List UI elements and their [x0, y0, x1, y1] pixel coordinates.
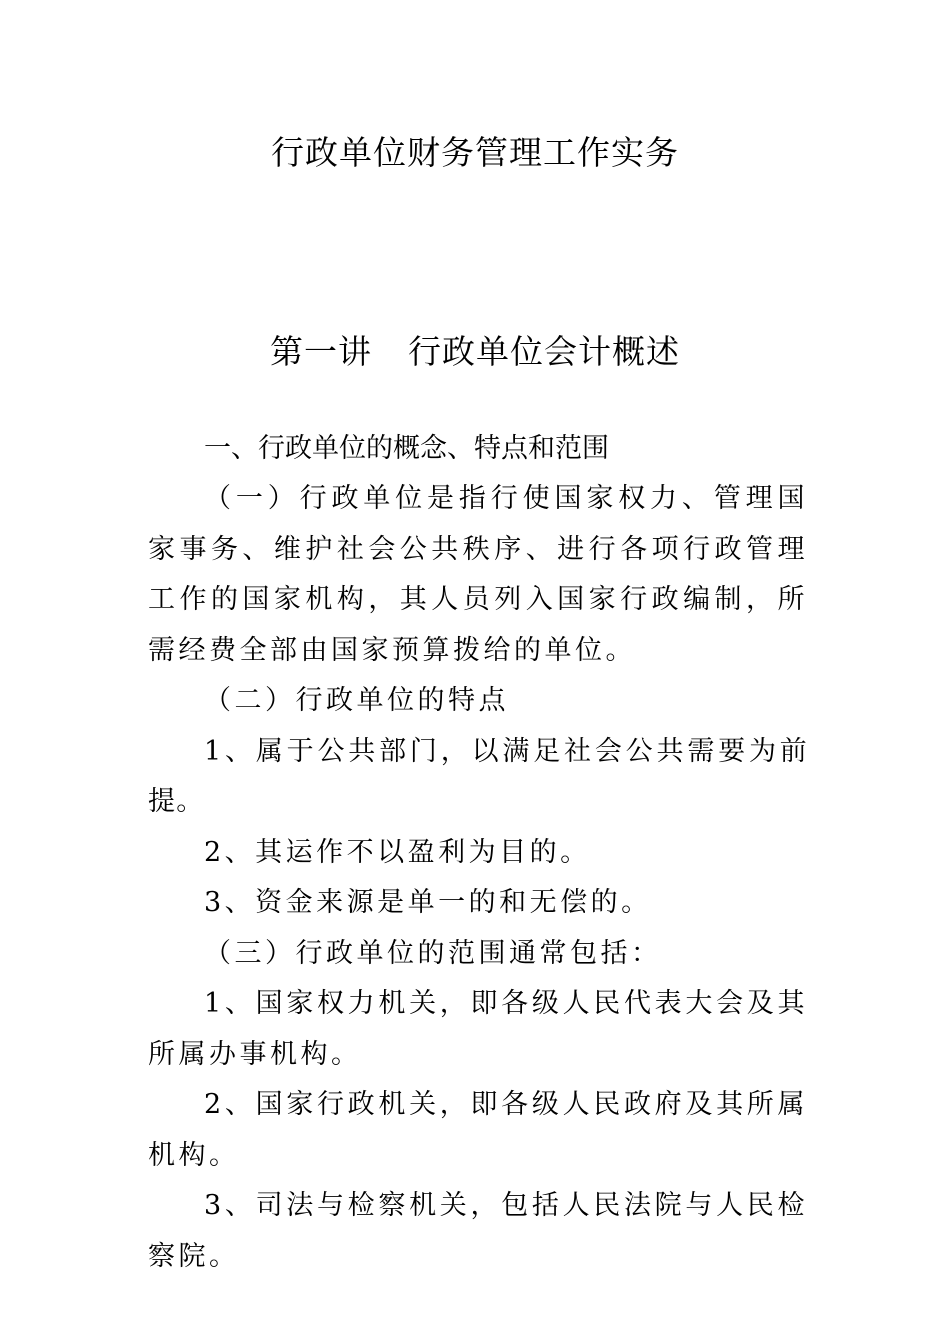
paragraph-characteristic-1: 1、属于公共部门，以满足社会公共需要为前提。: [148, 735, 808, 817]
paragraph-definition: （一）行政单位是指行使国家权力、管理国家事务、维护社会公共秩序、进行各项行政管理工作的国家机构，其人员列入国家行政编制，所需经费全部由国家预算拨给的单位。: [148, 483, 808, 666]
section-heading: 一、行政单位的概念、特点和范围: [204, 433, 609, 464]
document-title: 行政单位财务管理工作实务: [271, 133, 679, 172]
paragraph-characteristic-3: 3、资金来源是单一的和无偿的。: [204, 887, 652, 918]
paragraph-scope-1: 1、国家权力机关，即各级人民代表大会及其所属办事机构。: [148, 988, 808, 1070]
lecture-number: 第一讲: [270, 332, 372, 371]
paragraph-scope-heading: （三）行政单位的范围通常包括：: [204, 937, 662, 969]
lecture-heading: [0, 327, 950, 377]
paragraph-scope-3: 3、司法与检察机关，包括人民法院与人民检察院。: [148, 1190, 808, 1272]
paragraph-characteristics-heading: （二）行政单位的特点: [204, 685, 509, 716]
section-1: [148, 424, 808, 1282]
paragraph-characteristic-2: 2、其运作不以盈利为目的。: [204, 836, 591, 868]
lecture-title: 行政单位会计概述: [408, 332, 680, 371]
paragraph-scope-2: 2、国家行政机关，即各级人民政府及其所属机构。: [148, 1089, 808, 1171]
